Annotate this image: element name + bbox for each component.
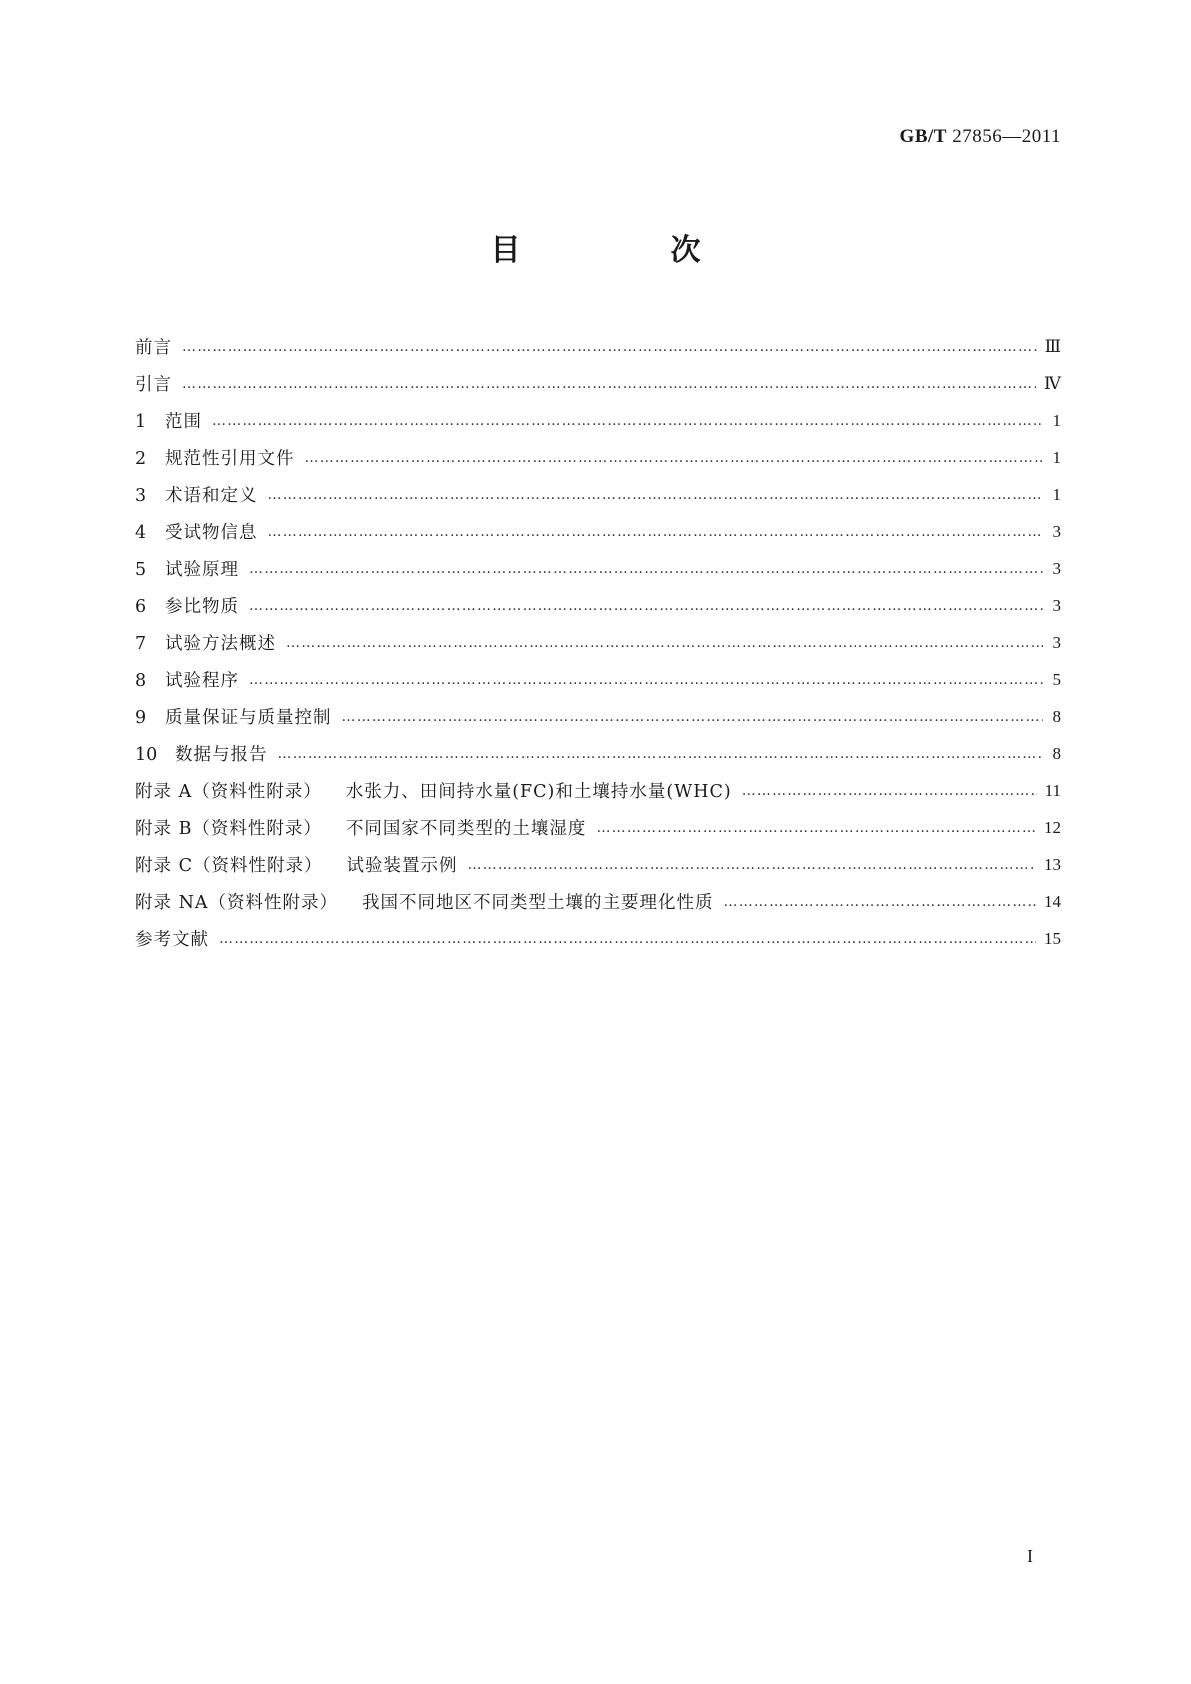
toc-page-number: Ⅲ — [1044, 336, 1061, 356]
toc-annex-heading: 附录 B（资料性附录） — [135, 819, 322, 839]
standard-code — [900, 126, 1061, 148]
toc-page-number: 3 — [1052, 632, 1061, 652]
toc-section-number: 4 — [135, 523, 147, 543]
toc-leader-dots — [182, 376, 1036, 392]
toc-section-title: 参比物质 — [165, 597, 239, 617]
toc-entry-label — [135, 815, 586, 840]
toc-leader-dots — [268, 524, 1044, 540]
toc-leader-dots — [268, 487, 1044, 503]
toc-section-title: 范围 — [165, 412, 202, 432]
toc-entry-label — [135, 889, 714, 914]
toc-page-number: 13 — [1044, 854, 1061, 874]
toc-entry-label — [135, 408, 202, 433]
toc-entry-method-overview[interactable] — [135, 624, 1061, 661]
toc-section-title: 数据与报告 — [175, 745, 268, 765]
toc-page-number: 3 — [1052, 521, 1061, 541]
toc-entry-label — [135, 667, 239, 692]
toc-entry-normative-references[interactable] — [135, 439, 1061, 476]
toc-entry-scope[interactable] — [135, 402, 1061, 439]
toc-page-number: 3 — [1052, 558, 1061, 578]
toc-leader-dots — [286, 635, 1043, 651]
toc-section-number: 5 — [135, 560, 147, 580]
toc-section-title: 规范性引用文件 — [165, 449, 295, 469]
toc-annex-title: 水张力、田间持水量(FC)和土壤持水量(WHC) — [345, 782, 732, 802]
toc-page-number: 1 — [1052, 447, 1061, 467]
toc-page-number: 3 — [1052, 595, 1061, 615]
toc-leader-dots — [278, 746, 1044, 762]
toc-section-title: 受试物信息 — [165, 523, 258, 543]
toc-leader-dots — [249, 672, 1043, 688]
toc-entry-label — [135, 519, 258, 544]
toc-entry-reference-substance[interactable] — [135, 587, 1061, 624]
toc-leader-dots — [212, 413, 1043, 429]
toc-section-number: 9 — [135, 708, 147, 728]
toc-section-title: 试验原理 — [165, 560, 239, 580]
toc-entry-label — [135, 741, 268, 766]
toc-page-number: 5 — [1052, 669, 1061, 689]
toc-page-number: 1 — [1052, 484, 1061, 504]
toc-section-number: 1 — [135, 412, 147, 432]
toc-page-number: 14 — [1044, 891, 1061, 911]
toc-entry-data-report[interactable] — [135, 735, 1061, 772]
toc-annex-heading: 附录 NA（资料性附录） — [135, 893, 339, 913]
toc-section-number: 8 — [135, 671, 147, 691]
toc-annex-title: 试验装置示例 — [346, 856, 458, 876]
toc-entry-annex-a[interactable] — [135, 772, 1061, 809]
toc-entry-bibliography[interactable] — [135, 920, 1061, 957]
toc-entry-annex-na[interactable] — [135, 883, 1061, 920]
standard-code-number: 27856—2011 — [952, 126, 1061, 147]
toc-page-number: 8 — [1052, 743, 1061, 763]
toc-leader-dots — [742, 783, 1037, 799]
toc-page-number: 1 — [1052, 410, 1061, 430]
toc-section-title: 试验方法概述 — [165, 634, 276, 654]
toc-entry-label — [135, 704, 332, 729]
toc-entry-annex-c[interactable] — [135, 846, 1061, 883]
toc-page-number: 12 — [1044, 817, 1061, 837]
toc-annex-heading: 附录 A（资料性附录） — [135, 782, 322, 802]
toc-entry-label — [135, 482, 258, 507]
toc-page-number: 15 — [1044, 928, 1061, 948]
toc-entry-label — [135, 630, 276, 655]
toc-page-number: 11 — [1044, 780, 1061, 800]
toc-page-number: 8 — [1052, 706, 1061, 726]
toc-leader-dots — [596, 820, 1036, 836]
toc-entry-label — [135, 445, 295, 470]
toc-entry-label — [135, 556, 239, 581]
toc-leader-dots — [724, 894, 1036, 910]
toc-entry-foreword[interactable] — [135, 328, 1061, 365]
toc-entry-label: 引言 — [135, 375, 172, 395]
toc-leader-dots — [342, 709, 1044, 725]
toc-section-title: 试验程序 — [165, 671, 239, 691]
toc-annex-title: 我国不同地区不同类型土壤的主要理化性质 — [362, 893, 714, 913]
toc-leader-dots — [249, 598, 1043, 614]
toc-leader-dots — [182, 339, 1037, 355]
toc-leader-dots — [467, 857, 1036, 873]
toc-entry-test-substance-info[interactable] — [135, 513, 1061, 550]
toc-leader-dots — [249, 561, 1043, 577]
toc-entry-label: 参考文献 — [135, 930, 209, 950]
page-title: 目 次 — [490, 233, 761, 268]
toc-entry-annex-b[interactable] — [135, 809, 1061, 846]
toc-leader-dots — [219, 931, 1036, 947]
toc-page-number: Ⅳ — [1044, 373, 1061, 393]
toc-section-number: 7 — [135, 634, 147, 654]
toc-entry-label: 前言 — [135, 338, 172, 358]
toc-entry-test-principle[interactable] — [135, 550, 1061, 587]
toc-leader-dots — [305, 450, 1044, 466]
toc-entry-label — [135, 852, 457, 877]
toc-section-title: 术语和定义 — [165, 486, 258, 506]
page-number: I — [1027, 1546, 1033, 1566]
toc-section-number: 6 — [135, 597, 147, 617]
toc-entry-label — [135, 778, 732, 803]
toc-entry-quality-assurance[interactable] — [135, 698, 1061, 735]
table-of-contents — [135, 328, 1061, 957]
toc-section-number: 2 — [135, 449, 147, 469]
toc-entry-terms-definitions[interactable] — [135, 476, 1061, 513]
toc-annex-title: 不同国家不同类型的土壤湿度 — [345, 819, 587, 839]
toc-entry-introduction[interactable] — [135, 365, 1061, 402]
toc-entry-label — [135, 593, 239, 618]
toc-section-number: 10 — [135, 745, 158, 765]
toc-section-title: 质量保证与质量控制 — [165, 708, 332, 728]
standard-code-prefix: GB/T — [899, 126, 947, 147]
toc-entry-test-procedure[interactable] — [135, 661, 1061, 698]
toc-section-number: 3 — [135, 486, 147, 506]
toc-annex-heading: 附录 C（资料性附录） — [135, 856, 323, 876]
